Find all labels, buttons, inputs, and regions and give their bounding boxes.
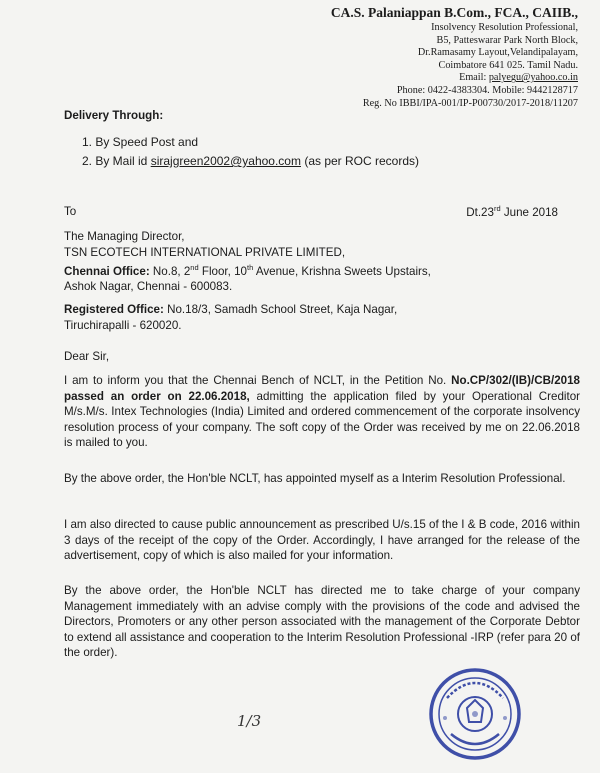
to-label: To: [64, 205, 77, 218]
seal-stamp-icon: [425, 664, 525, 764]
delivery-item: 2. By Mail id sirajgreen2002@yahoo.com (as per ROC records): [82, 154, 420, 168]
email-link[interactable]: palyegu@yahoo.co.in: [488, 72, 578, 84]
paragraph-1: I am to inform you that the Chennai Bench of NCLT, in the Petition No. No.CP/302/(IB)/CB/2018 passed an order on 22.06.2018, admitting the application filed by your Operational Creditor M/s.M/s. Intex Technologies (India) Limited and ordered commencement of the corporate insolvency resolution process of your company. The soft copy of the Order was received by me on 22.06.2018 is mailed to you.: [64, 374, 580, 449]
recipient-email-link[interactable]: sirajgreen2002@yahoo.com: [150, 154, 301, 168]
paragraph-2: By the above order, the Hon'ble NCLT, has appointed myself as a Interim Resolution Professional.: [64, 472, 566, 485]
paragraph-3: I am also directed to cause public announcement as prescribed U/s.15 of the I & B code, 2016 within 3 days of the receipt of the copy of the Order. Accordingly, I have arranged for the release of the advertisement, copy of which is also mailed for your information.: [64, 518, 580, 562]
sender-address-line: B5, Patteswarar Park North Block,: [436, 34, 578, 46]
sender-phone: Phone: 0422-4383304. Mobile: 9442128717: [396, 84, 578, 96]
recipient-title: The Managing Director,: [64, 230, 185, 243]
letterhead: [278, 4, 578, 110]
sender-title: Insolvency Resolution Professional,: [431, 22, 578, 33]
sender-address-line: Dr.Ramasamy Layout,Velandipalayam,: [417, 47, 578, 59]
delivery-list: [82, 133, 580, 171]
chennai-office-line2: Ashok Nagar, Chennai - 600083.: [64, 280, 233, 294]
email-label: Email:: [459, 72, 487, 84]
page-number: 1/3: [237, 712, 262, 730]
paragraph-4: By the above order, the Hon'ble NCLT has directed me to take charge of your company Management immediately with an advise comply with the provisions of the code and advised the Directors, Promoters or any other person associated with the management of the Corporate Debtor to extend all assistance and cooperation to the Interim Resolution Professional -IRP (refer para 20 of the order).: [64, 584, 580, 659]
letter-date: Dt.23rd June 2018: [466, 204, 558, 219]
salutation: Dear Sir,: [64, 350, 110, 363]
petition-reference: No.CP/302/(IB)/CB/2018 passed an order on 22.06.2018,: [64, 374, 580, 403]
delivery-item: 1. By Speed Post and: [82, 135, 199, 149]
sender-reg-no: Reg. No IBBI/IPA-001/IP-P00730/2017-2018/11207: [362, 97, 578, 109]
chennai-office: Chennai Office: No.8, 2nd Floor, 10th Avenue, Krishna Sweets Upstairs,: [64, 263, 431, 278]
delivery-heading: Delivery Through:: [64, 109, 164, 122]
recipient-company: TSN ECOTECH INTERNATIONAL PRIVATE LIMITED,: [64, 245, 346, 259]
registered-office: Registered Office: No.18/3, Samadh School Street, Kaja Nagar, Tiruchirapalli - 620020.: [64, 303, 398, 332]
recipient-address: [64, 229, 580, 295]
sender-name: CA.S. Palaniappan B.Com., FCA., CAIIB.,: [330, 5, 578, 20]
sender-email: [278, 72, 578, 85]
sender-address-line: Coimbatore 641 025. Tamil Nadu.: [438, 59, 578, 71]
